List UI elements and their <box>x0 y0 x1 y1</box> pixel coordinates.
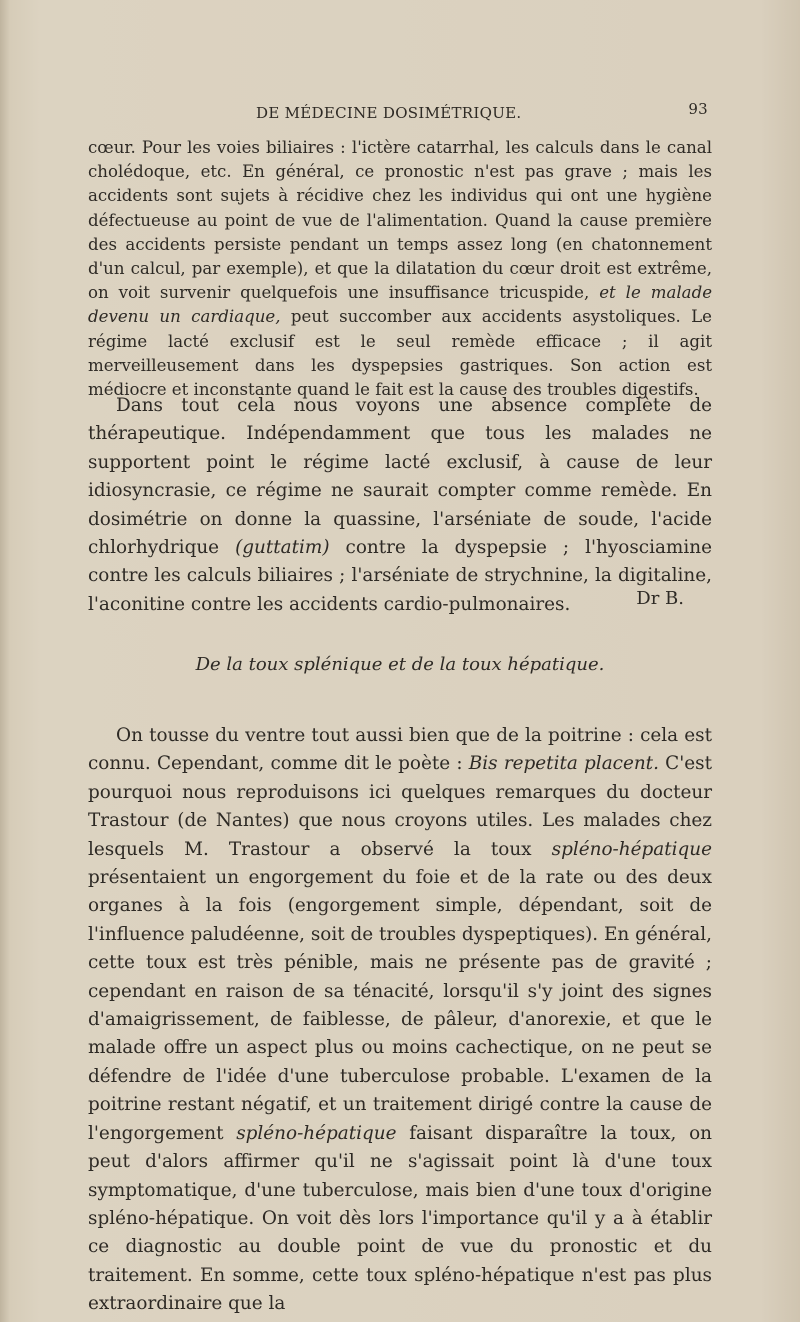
paragraph-3 <box>88 722 712 1319</box>
author-signature: Dr B. <box>636 588 684 609</box>
paragraph-3-italic-a: Bis repetita placent. <box>468 753 659 775</box>
paragraph-3-italic-c: spléno-hépatique <box>236 1122 397 1144</box>
paragraph-2 <box>88 392 712 619</box>
running-title: DE MÉDECINE DOSIMÉTRIQUE. <box>256 104 522 122</box>
section-title: De la toux splénique et de la toux hépatique. <box>195 654 605 675</box>
paragraph-2-italic: (guttatim) <box>235 537 330 559</box>
paragraph-3-text-d: faisant disparaître la toux, on peut d'alors affirmer qu'il ne s'agissait point là d'une toux symptomatique, d'une tuberculose, mais bien d'une toux d'origine spléno-hépatique. On voit dès lors l'importance qu'il y a à établir ce diagnostic au double point de vue du pronostic et du traitement. En somme, cette toux spléno-hépatique n'est pas plus extraordinaire que la <box>88 1122 712 1315</box>
paragraph-3-italic-b: spléno-hépatique <box>551 838 712 860</box>
paragraph-3-text-c: présentaient un engorgement du foie et de la rate ou des deux organes à la fois (engorgement simple, dépendant, soit de l'influence paludéenne, soit de troubles dyspeptiques). En général, cette toux est très pénible, mais ne présente pas de gravité ; cependant en raison de sa ténacité, lorsqu'il s'y joint des signes d'amaigrissement, de faiblesse, de pâleur, d'anorexie, et que le malade offre un aspect plus ou moins cachectique, on ne peut se défendre de l'idée d'une tuberculose probable. L'examen de la poitrine restant négatif, et un traitement dirigé contre la cause de l'engorgement <box>88 867 712 1144</box>
paragraph-3-text-b: C'est pourquoi nous reproduisons ici quelques remarques du docteur Trastour (de Nantes) que nous croyons utiles. Les malades chez lesquels M. Trastour a observé la toux <box>88 753 712 860</box>
page-number: 93 <box>688 100 708 118</box>
paragraph-1-text-a: cœur. Pour les voies biliaires : l'ictère catarrhal, les calculs dans le canal cholédoque, etc. En général, ce pronostic n'est pas grave ; mais les accidents sont sujets à récidive chez les individus qui ont une hygiène défectueuse au point de vue de l'alimentation. Quand la cause première des accidents persiste pendant un temps assez long (en chatonnement d'un calcul, par exemple), et que la dilatation du cœur droit est extrême, on voit survenir quelquefois une insuffisance tricuspide, <box>88 138 712 303</box>
paragraph-1-italic: et le malade devenu un cardiaque, <box>88 283 713 327</box>
paragraph-2-text-a: Dans tout cela nous voyons une absence complète de thérapeutique. Indépendamment que tous les malades ne supportent point le régime lacté exclusif, à cause de leur idiosyncrasie, ce régime ne saurait compter comme remède. En dosimétrie on donne la quassine, l'arséniate de soude, l'acide chlorhydrique <box>88 395 712 559</box>
paragraph-2-text-b: contre la dyspepsie ; l'hyosciamine contre les calculs biliaires ; l'arséniate de strychnine, la digitaline, l'aconitine contre les accidents cardio-pulmonaires. <box>88 537 712 615</box>
paragraph-3-text-a: On tousse du ventre tout aussi bien que de la poitrine : cela est connu. Cependant, comme dit le poète : <box>88 725 712 775</box>
paragraph-1 <box>88 136 712 402</box>
paragraph-1-text-b: peut succomber aux accidents asystoliques. Le régime lacté exclusif est le seul remède efficace ; il agit merveilleusement dans les dyspepsies gastriques. Son action est médiocre et inconstante quand le fait est la cause des troubles digestifs. <box>88 307 712 400</box>
